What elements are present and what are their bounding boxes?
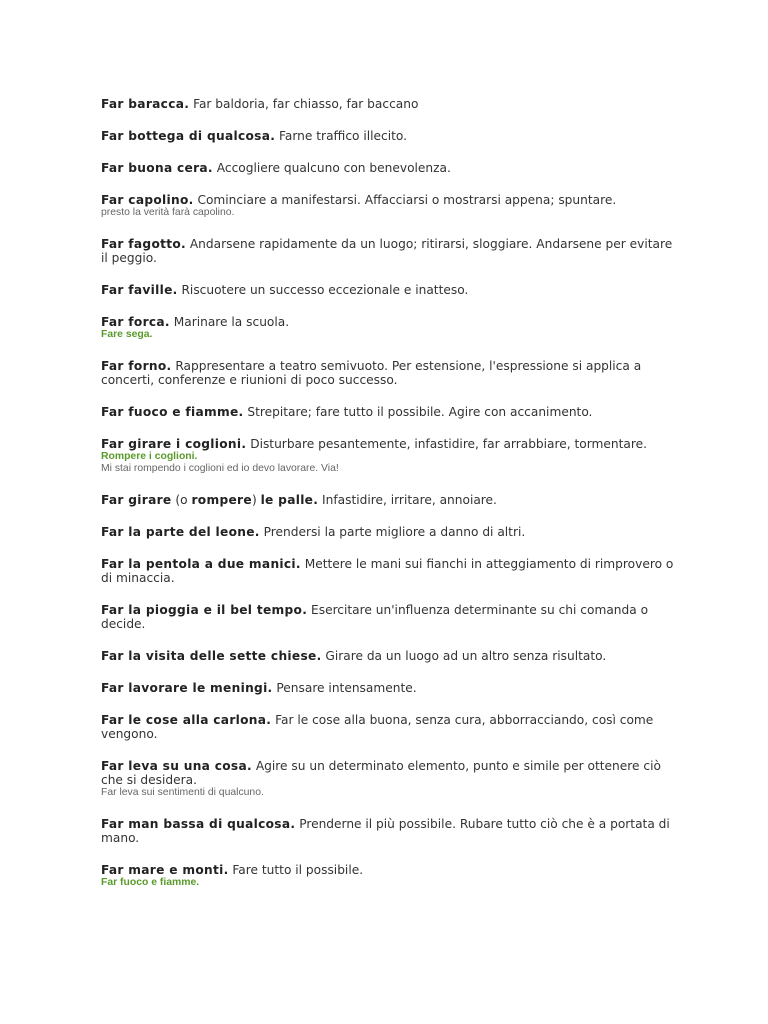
entry-definition: Girare da un luogo ad un altro senza risultato. — [325, 649, 607, 663]
entry-definition: Prenderne il più possibile. Rubare tutto ciò che è a portata di mano. — [101, 817, 670, 845]
entry-far-fuoco-e-fiamme — [101, 405, 681, 419]
entry-term-part: rompere — [191, 493, 252, 507]
entry-term-connector: (o — [171, 493, 192, 507]
entry-far-capolino — [101, 193, 681, 219]
entry-term: Far forno. — [101, 359, 172, 373]
entry-definition: Pensare intensamente. — [276, 681, 417, 695]
entry-far-lavorare-le-meningi — [101, 681, 681, 695]
entry-definition: Rappresentare a teatro semivuoto. Per estensione, l'espressione si applica a concerti, conferenze e riunioni di poco successo. — [101, 359, 642, 387]
entry-cross-reference: Far fuoco e fiamme. — [101, 877, 200, 888]
entry-definition: Cominciare a manifestarsi. Affacciarsi o mostrarsi appena; spuntare. — [197, 193, 617, 207]
entry-term: Far leva su una cosa. — [101, 759, 252, 773]
entry-definition: Disturbare pesantemente, infastidire, far arrabbiare, tormentare. — [250, 437, 647, 451]
entry-term: Far la parte del leone. — [101, 525, 260, 539]
entry-far-man-bassa — [101, 817, 681, 845]
entry-example: Mi stai rompendo i coglioni ed io devo lavorare. Via! — [101, 463, 339, 474]
entry-far-girare-le-palle — [101, 493, 681, 507]
entry-cross-reference: Fare sega. — [101, 329, 153, 340]
entry-far-forno — [101, 359, 681, 387]
entry-term: Far baracca. — [101, 97, 190, 111]
entry-far-le-cose-alla-carlona — [101, 713, 681, 741]
entry-far-la-visita — [101, 649, 681, 663]
entry-definition: Agire su un determinato elemento, punto e simile per ottenere ciò che si desidera. — [101, 759, 661, 787]
entry-term: Far la pioggia e il bel tempo. — [101, 603, 308, 617]
entry-far-faville — [101, 283, 681, 297]
entry-definition: Prendersi la parte migliore a danno di altri. — [263, 525, 526, 539]
entry-term: Far buona cera. — [101, 161, 213, 175]
entry-far-fagotto — [101, 237, 681, 265]
entry-term-part: le palle. — [260, 493, 319, 507]
entry-definition: Marinare la scuola. — [173, 315, 290, 329]
entry-term-connector: ) — [251, 493, 261, 507]
entry-term: Far girare i coglioni. — [101, 437, 247, 451]
entry-term: Far lavorare le meningi. — [101, 681, 273, 695]
entry-term: Far man bassa di qualcosa. — [101, 817, 296, 831]
entry-definition: Infastidire, irritare, annoiare. — [322, 493, 497, 507]
entry-definition: Fare tutto il possibile. — [232, 863, 364, 877]
entry-example: presto la verità farà capolino. — [101, 207, 235, 218]
entry-far-la-parte-del-leone — [101, 525, 681, 539]
entry-term: Far bottega di qualcosa. — [101, 129, 276, 143]
entry-definition: Mettere le mani sui fianchi in atteggiamento di rimprovero o di minaccia. — [101, 557, 674, 585]
entry-example: Far leva sui sentimenti di qualcuno. — [101, 787, 264, 798]
entry-definition: Andarsene rapidamente da un luogo; ritirarsi, sloggiare. Andarsene per evitare il peggio. — [101, 237, 673, 265]
entry-definition: Accogliere qualcuno con benevolenza. — [216, 161, 451, 175]
entry-term: Far fagotto. — [101, 237, 186, 251]
entry-cross-reference: Rompere i coglioni. — [101, 451, 198, 462]
entry-term-part: Far girare — [101, 493, 172, 507]
entry-far-girare-i-coglioni — [101, 437, 681, 475]
entry-term: Far le cose alla carlona. — [101, 713, 272, 727]
entry-definition: Esercitare un'influenza determinante su chi comanda o decide. — [101, 603, 649, 631]
entry-term: Far forca. — [101, 315, 170, 329]
entry-term: Far la visita delle sette chiese. — [101, 649, 322, 663]
glossary-page — [101, 97, 681, 907]
entry-far-forca — [101, 315, 681, 341]
entry-far-baracca — [101, 97, 681, 111]
entry-far-buona-cera — [101, 161, 681, 175]
entry-term: Far faville. — [101, 283, 178, 297]
entry-far-leva — [101, 759, 681, 799]
entry-term: Far fuoco e fiamme. — [101, 405, 244, 419]
entry-far-la-pentola — [101, 557, 681, 585]
entry-far-bottega — [101, 129, 681, 143]
entry-far-mare-e-monti — [101, 863, 681, 889]
entry-definition: Strepitare; fare tutto il possibile. Agire con accanimento. — [247, 405, 593, 419]
entry-definition: Farne traffico illecito. — [279, 129, 407, 143]
entry-definition: Far le cose alla buona, senza cura, abborracciando, così come vengono. — [101, 713, 654, 741]
entry-term: Far capolino. — [101, 193, 194, 207]
entry-definition: Far baldoria, far chiasso, far baccano — [193, 97, 419, 111]
entry-far-la-pioggia — [101, 603, 681, 631]
entry-term: Far la pentola a due manici. — [101, 557, 301, 571]
entry-definition: Riscuotere un successo eccezionale e inatteso. — [181, 283, 469, 297]
entry-term: Far mare e monti. — [101, 863, 229, 877]
